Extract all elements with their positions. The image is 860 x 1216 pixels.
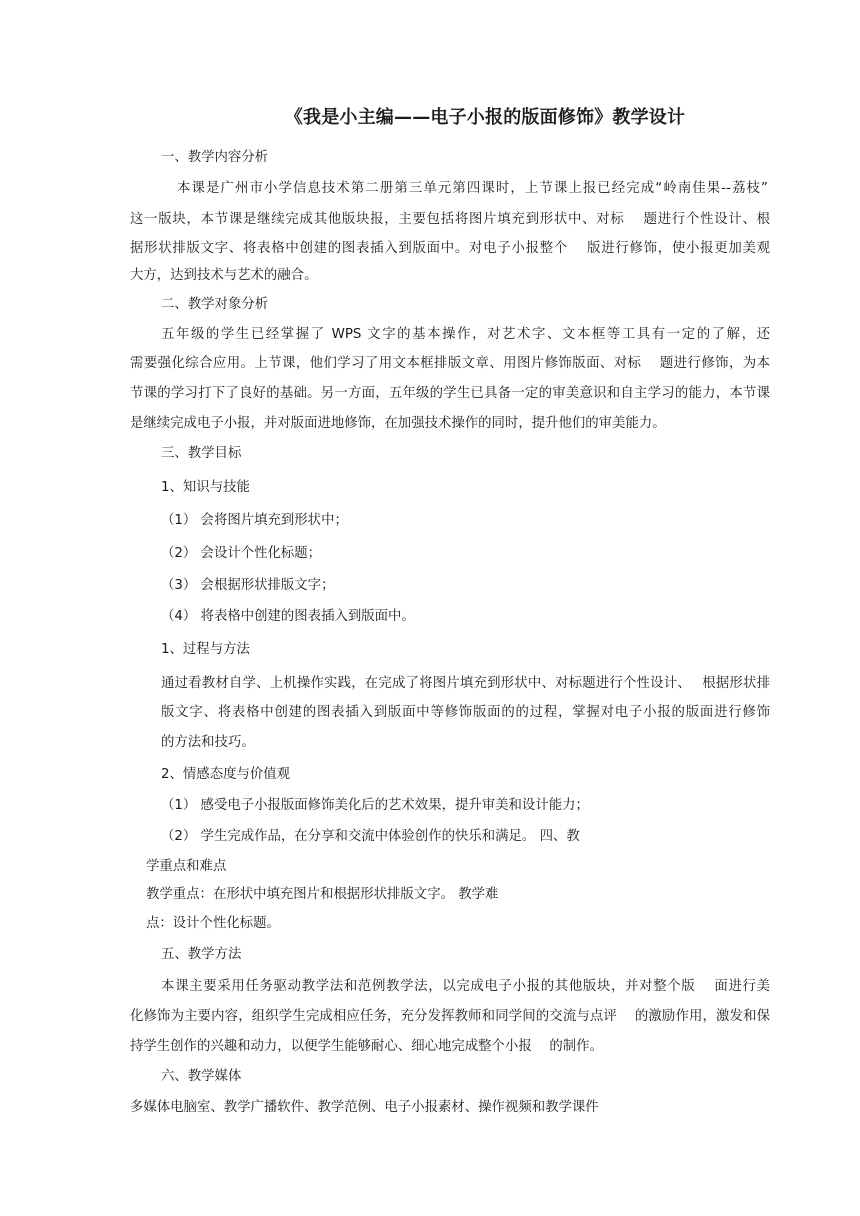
list-item: （4） 将表格中创建的图表插入到版面中。 (161, 609, 415, 624)
paragraph-line: 节课的学习打下了良好的基础。另一方面，五年级的学生已具备一定的审美意识和自主学习的能力，本节课 (130, 386, 770, 401)
paragraph-line: 持学生创作的兴趣和动力，以便学生能够耐心、细心地完成整个小报 的制作。 (130, 1039, 603, 1054)
document-title: 《我是小主编——电子小报的版面修饰》教学设计 (284, 107, 686, 128)
list-item: （2） 学生完成作品，在分享和交流中体验创作的快乐和满足。 四、教 (161, 829, 580, 844)
paragraph-line: 多媒体电脑室、教学广播软件、教学范例、电子小报素材、操作视频和教学课件 (130, 1100, 599, 1115)
section-heading: 五、教学方法 (161, 947, 242, 962)
list-item: （2） 会设计个性化标题； (161, 546, 322, 561)
paragraph-line: 大方，达到技术与艺术的融合。 (130, 268, 318, 283)
paragraph-line: 是继续完成电子小报，并对版面进地修饰，在加强技术操作的同时，提升他们的审美能力。 (130, 416, 666, 431)
list-item: （1） 会将图片填充到形状中； (161, 513, 348, 528)
paragraph-line: 教学重点：在形状中填充图片和根据形状排版文字。 教学难 (146, 887, 499, 902)
paragraph-line: 的方法和技巧。 (161, 735, 255, 750)
section-heading: 三、教学目标 (161, 446, 242, 461)
section-heading: 六、教学媒体 (161, 1069, 242, 1084)
list-item: （3） 会根据形状排版文字； (161, 578, 335, 593)
paragraph-line: 这一版块，本节课是继续完成其他版块报，主要包括将图片填充到形状中、对标 题进行个性设计、根 (130, 212, 770, 227)
list-item: （1） 感受电子小报版面修饰美化后的艺术效果，提升审美和设计能力； (161, 798, 589, 813)
subsection-heading: 2、情感态度与价值观 (161, 767, 291, 782)
subsection-heading: 1、知识与技能 (161, 480, 250, 495)
paragraph-line: 五年级的学生已经掌握了 WPS 文字的基本操作，对艺术字、文本框等工具有一定的了解，还 (161, 327, 770, 342)
paragraph-line: 本课是广州市小学信息技术第二册第三单元第四课时，上节课上报已经完成“岭南佳果--荔枝” (177, 181, 768, 196)
section-heading: 一、教学内容分析 (161, 150, 269, 165)
paragraph-line: 需要强化综合应用。上节课，他们学习了用文本框排版文章、用图片修饰版面、对标 题进行修饰，为本 (130, 356, 770, 371)
section-heading: 二、教学对象分析 (161, 297, 269, 312)
paragraph-line: 学重点和难点 (146, 859, 227, 874)
paragraph-line: 版文字、将表格中创建的图表插入到版面中等修饰版面的的过程，掌握对电子小报的版面进行修饰 (161, 705, 770, 720)
paragraph-line: 本课主要采用任务驱动教学法和范例教学法，以完成电子小报的其他版块，并对整个版 面进行美 (161, 979, 770, 994)
paragraph-line: 点：设计个性化标题。 (146, 916, 280, 931)
subsection-heading: 1、过程与方法 (161, 642, 250, 657)
paragraph-line: 通过看教材自学、上机操作实践，在完成了将图片填充到形状中、对标题进行个性设计、 根据形状排 (161, 676, 770, 691)
paragraph-line: 化修饰为主要内容，组织学生完成相应任务，充分发挥教师和同学间的交流与点评 的激励作用，激发和保 (130, 1009, 770, 1024)
paragraph-line: 据形状排版文字、将表格中创建的图表插入到版面中。对电子小报整个 版进行修饰，使小报更加美观 (130, 241, 770, 256)
